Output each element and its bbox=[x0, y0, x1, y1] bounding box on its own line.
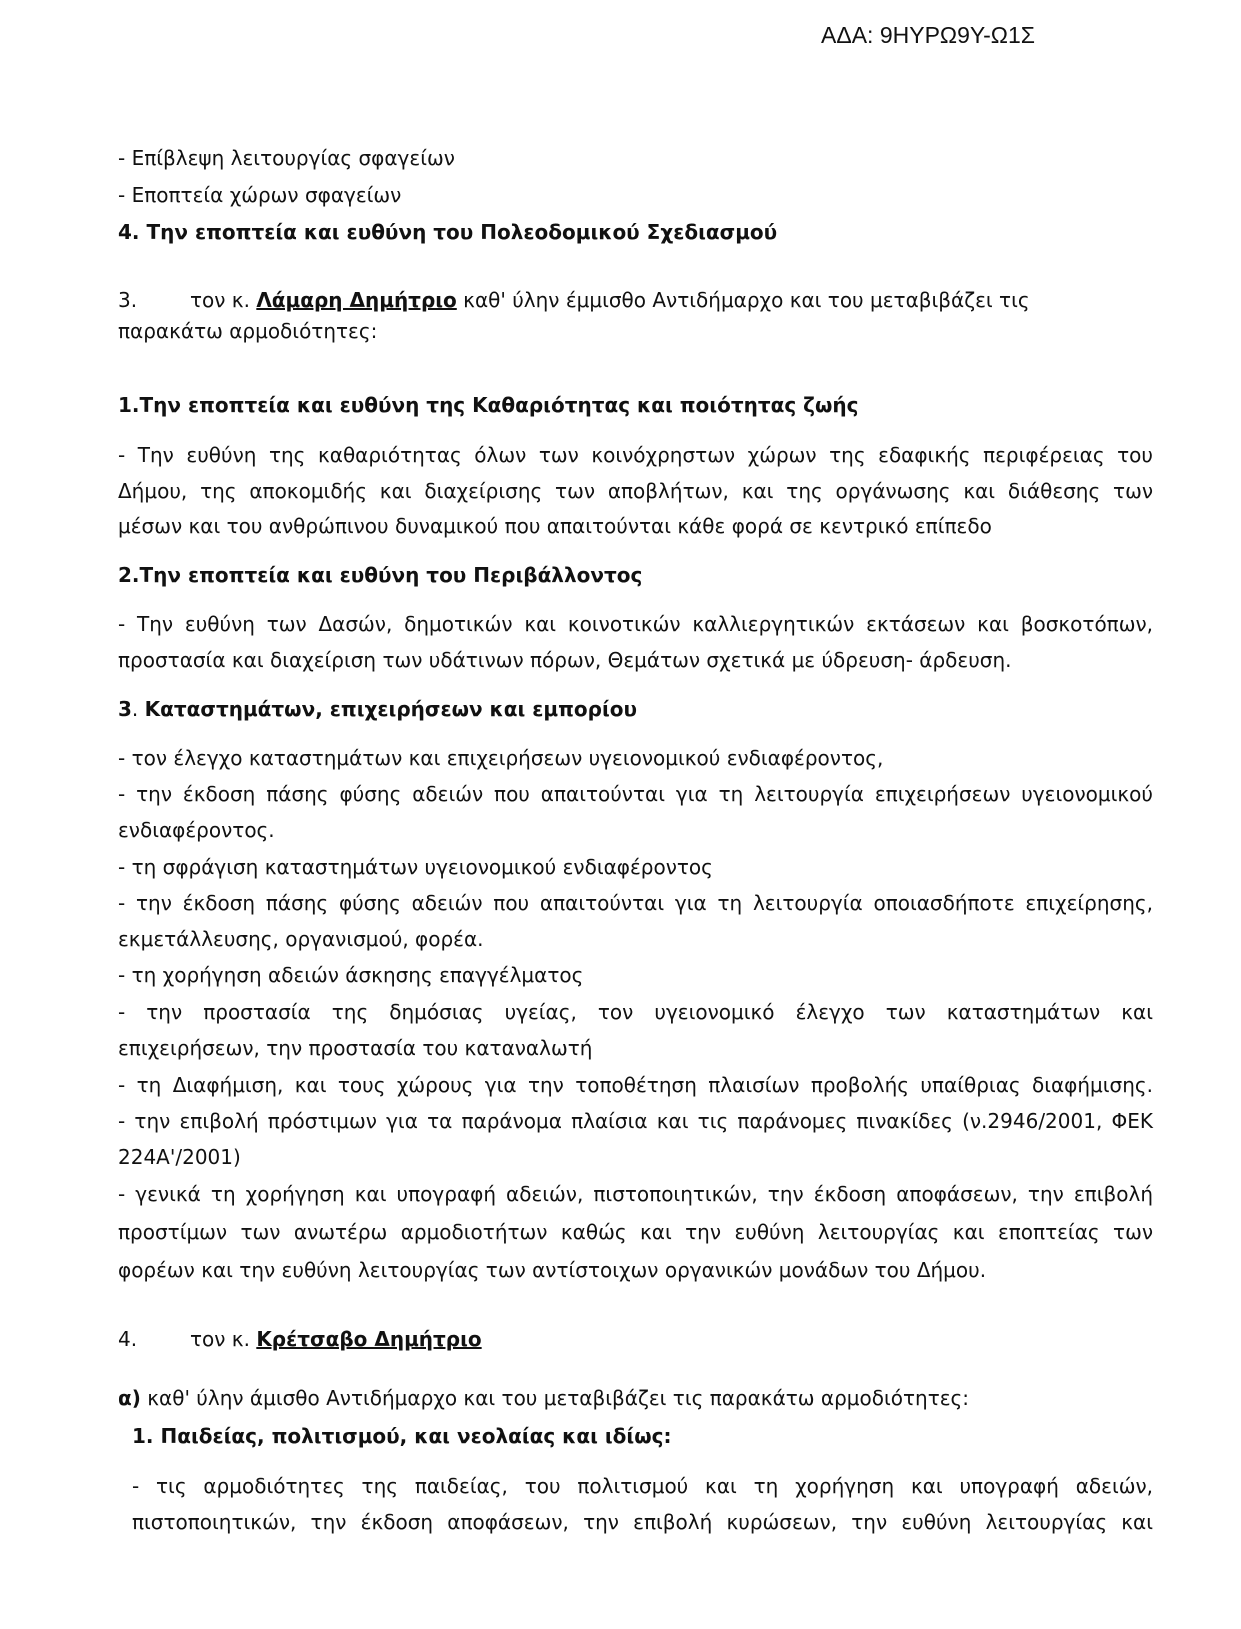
list-item: - την επιβολή πρόστιμων για τα παράνομα πλαίσια και τις παράνομες πινακίδες (ν.2946/2001, ΦΕΚ bbox=[118, 1109, 1153, 1133]
list-item: - την έκδοση πάσης φύσης αδειών που απαιτούνται για τη λειτουργία επιχειρήσεων υγειονομικού bbox=[118, 782, 1153, 806]
list-item: - την έκδοση πάσης φύσης αδειών που απαιτούνται για τη λειτουργία οποιασδήποτε επιχείρησης, bbox=[118, 891, 1153, 915]
paragraph-line: προστίμων των ανωτέρω αρμοδιοτήτων καθώς και την ευθύνη λειτουργίας και εποπτείας των bbox=[118, 1220, 1153, 1244]
text-segment: . bbox=[131, 697, 145, 721]
item-letter: α) bbox=[118, 1386, 141, 1410]
paragraph-line bbox=[118, 1327, 482, 1351]
paragraph-line bbox=[118, 288, 1030, 312]
text-line: επιχειρήσεων, την προστασία του καταναλωτή bbox=[118, 1036, 593, 1060]
list-item: - γενικά τη χορήγηση και υπογραφή αδειών, πιστοποιητικών, την έκδοση αποφάσεων, την επιβολή bbox=[118, 1182, 1153, 1206]
text-segment: καθ' ύλην έμμισθο Αντιδήμαρχο και του μεταβιβάζει τις bbox=[456, 288, 1030, 312]
text-segment: τον κ. bbox=[190, 1327, 257, 1351]
list-item: - τη Διαφήμιση, και τους χώρους για την τοποθέτηση πλαισίων προβολής υπαίθριας διαφήμισης. bbox=[118, 1073, 1153, 1097]
section-heading: 4. Την εποπτεία και ευθύνη του Πολεοδομικού Σχεδιασμού bbox=[118, 220, 778, 244]
section-heading: 1.Την εποπτεία και ευθύνη της Καθαριότητας και ποιότητας ζωής bbox=[118, 393, 859, 417]
text-line: - Εποπτεία χώρων σφαγείων bbox=[118, 183, 402, 207]
text-line: εκμετάλλευσης, οργανισμού, φορέα. bbox=[118, 927, 484, 951]
paragraph-line: - Την ευθύνη των Δασών, δημοτικών και κοινοτικών καλλιεργητικών εκτάσεων και βοσκοτόπων, bbox=[118, 612, 1153, 636]
list-item: - τη σφράγιση καταστημάτων υγειονομικού ενδιαφέροντος bbox=[118, 855, 713, 879]
person-name: Κρέτσαβο Δημήτριο bbox=[256, 1327, 482, 1351]
text-line: - Επίβλεψη λειτουργίας σφαγείων bbox=[118, 146, 455, 170]
paragraph-line bbox=[118, 1386, 969, 1410]
text-line: 224Α'/2001) bbox=[118, 1145, 241, 1169]
heading-text: Καταστημάτων, επιχειρήσεων και εμπορίου bbox=[144, 697, 638, 721]
text-line: παρακάτω αρμοδιότητες: bbox=[118, 319, 378, 343]
text-segment: τον κ. bbox=[190, 288, 257, 312]
paragraph-line: - Την ευθύνη της καθαριότητας όλων των κοινόχρηστων χώρων της εδαφικής περιφέρειας του bbox=[118, 443, 1153, 467]
paragraph-line: μέσων και του ανθρώπινου δυναμικού που απαιτούνται κάθε φορά σε κεντρικό επίπεδο bbox=[118, 514, 992, 538]
list-item: - την προστασία της δημόσιας υγείας, τον υγειονομικό έλεγχο των καταστημάτων και bbox=[118, 1000, 1153, 1024]
person-name: Λάμαρη Δημήτριο bbox=[256, 288, 457, 312]
paragraph-line: Δήμου, της αποκομιδής και διαχείρισης των αποβλήτων, και της οργάνωσης και διάθεσης των bbox=[118, 479, 1153, 503]
item-number: 3. bbox=[118, 288, 138, 312]
paragraph-line: - τις αρμοδιότητες της παιδείας, του πολιτισμού και τη χορήγηση και υπογραφή αδειών, bbox=[132, 1474, 1153, 1498]
paragraph-line: προστασία και διαχείριση των υδάτινων πόρων, Θεμάτων σχετικά με ύδρευση- άρδευση. bbox=[118, 648, 1012, 672]
list-item: - τη χορήγηση αδειών άσκησης επαγγέλματος bbox=[118, 963, 584, 987]
paragraph-line: πιστοποιητικών, την έκδοση αποφάσεων, την επιβολή κυρώσεων, την ευθύνη λειτουργίας και bbox=[132, 1510, 1153, 1534]
text-line: ενδιαφέροντος. bbox=[118, 818, 275, 842]
item-number: 3 bbox=[118, 697, 132, 721]
paragraph-line: φορέων και την ευθύνη λειτουργίας των αντίστοιχων οργανικών μονάδων του Δήμου. bbox=[118, 1258, 987, 1282]
section-heading: 1. Παιδείας, πολιτισμού, και νεολαίας και ιδίως: bbox=[132, 1424, 672, 1448]
item-number: 4. bbox=[118, 1327, 138, 1351]
section-heading bbox=[118, 697, 637, 721]
text-segment: καθ' ύλην άμισθο Αντιδήμαρχο και του μεταβιβάζει τις παρακάτω αρμοδιότητες: bbox=[140, 1386, 970, 1410]
ada-code: ΑΔΑ: 9ΗΥΡΩ9Υ-Ω1Σ bbox=[821, 22, 1036, 48]
list-item: - τον έλεγχο καταστημάτων και επιχειρήσεων υγειονομικού ενδιαφέροντος, bbox=[118, 746, 884, 770]
section-heading: 2.Την εποπτεία και ευθύνη του Περιβάλλοντος bbox=[118, 563, 643, 587]
